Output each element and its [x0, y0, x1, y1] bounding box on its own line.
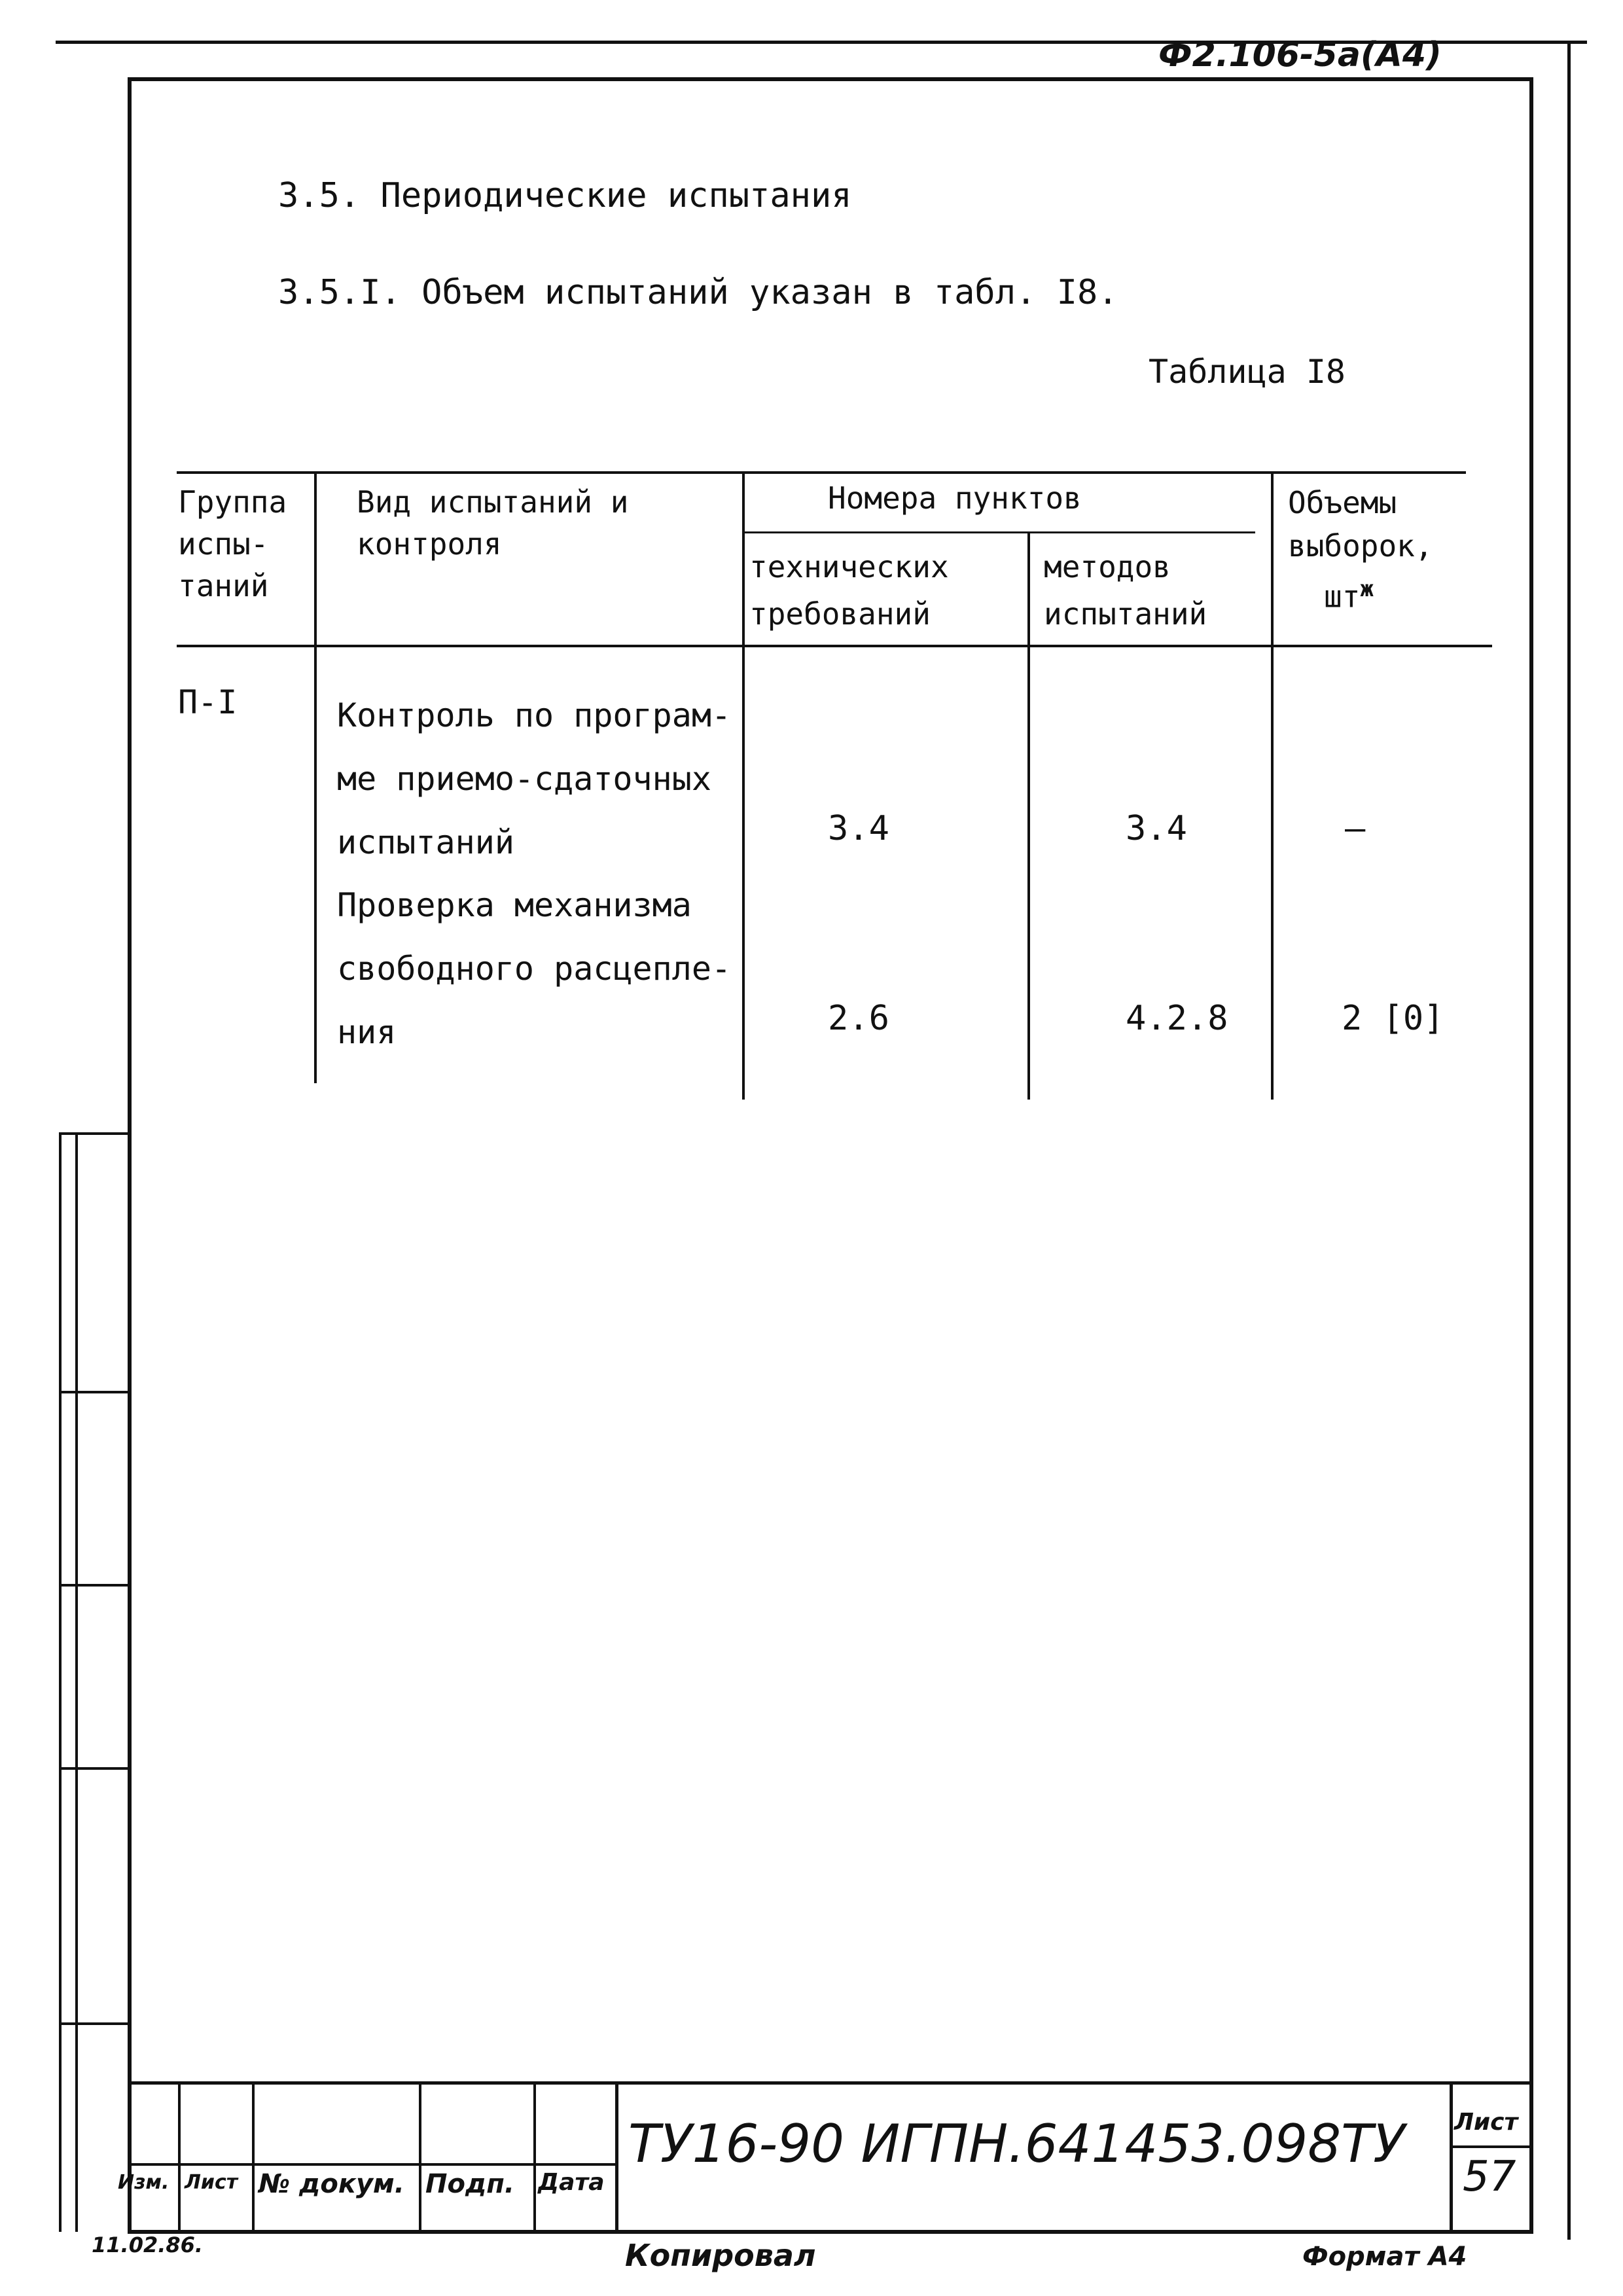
row-volume: 2 [0]	[1342, 999, 1444, 1038]
title-col-label: Лист	[185, 2171, 238, 2194]
col-rule	[314, 471, 317, 1083]
sheet-cell-rule	[1450, 2145, 1533, 2148]
header-group-line: испы-	[178, 526, 269, 562]
table-caption: Таблица I8	[1149, 353, 1346, 391]
strip-divider	[59, 1391, 128, 1393]
row-kind	[337, 874, 731, 1064]
title-block-col	[419, 2081, 421, 2234]
row-group: П-I	[178, 683, 238, 721]
points-sub-rule	[745, 531, 1255, 533]
row-volume: –	[1345, 809, 1366, 848]
title-block-mid	[128, 2163, 618, 2166]
header-methods-line: испытаний	[1044, 596, 1207, 632]
row-methods: 4.2.8	[1126, 999, 1228, 1038]
title-block-col	[178, 2081, 181, 2234]
date-note: 11.02.86.	[92, 2233, 204, 2257]
col-rule	[1271, 471, 1274, 1100]
header-tech-line: требований	[749, 596, 931, 632]
sheet-label: Лист	[1454, 2109, 1518, 2136]
header-group-line: таний	[178, 568, 269, 603]
row-methods: 3.4	[1126, 809, 1187, 848]
row-kind-line: Контроль по програм-	[337, 696, 732, 734]
title-block-col	[252, 2081, 255, 2234]
header-group-line: Группа	[178, 484, 287, 520]
header-volumes	[1288, 481, 1433, 618]
header-methods	[1044, 543, 1207, 637]
row-kind-line: ния	[337, 1013, 397, 1051]
header-volumes-line: Объемы	[1288, 485, 1397, 520]
document-designation: ТУ16-90 ИГПН.641453.098ТУ	[628, 2113, 1405, 2174]
left-strip-line	[75, 1132, 78, 2232]
header-volumes-line: выборок,	[1288, 528, 1433, 564]
header-volumes-unit: шт	[1324, 579, 1361, 615]
title-block-col	[533, 2081, 536, 2234]
copied-label: Копировал	[625, 2238, 816, 2273]
header-kind	[357, 481, 628, 565]
row-kind-line: Проверка механизма	[337, 886, 692, 924]
format-label: Формат А4	[1302, 2242, 1467, 2272]
table-header-rule	[177, 645, 1492, 647]
paragraph: 3.5.I. Объем испытаний указан в табл. I8.	[278, 273, 1118, 312]
form-code: Ф2.106-5а(А4)	[1158, 35, 1442, 75]
strip-divider	[59, 1132, 128, 1135]
strip-divider	[59, 2022, 128, 2025]
header-methods-line: методов	[1044, 549, 1171, 584]
left-strip-line-2	[59, 1132, 62, 2232]
col-rule	[742, 471, 745, 1100]
row-kind-line: испытаний	[337, 823, 514, 861]
col-rule	[1027, 531, 1030, 1100]
title-block-col	[615, 2081, 618, 2234]
title-block-top	[128, 2081, 1533, 2085]
row-tech: 3.4	[828, 809, 889, 848]
header-kind-line: Вид испытаний и	[357, 484, 629, 520]
header-points: Номера пунктов	[828, 480, 1082, 516]
title-col-label: Изм.	[118, 2171, 169, 2194]
title-col-label: Дата	[538, 2169, 605, 2196]
strip-divider	[59, 1767, 128, 1770]
row-kind-line: свободного расцепле-	[337, 950, 732, 988]
header-volumes-line	[1288, 567, 1433, 618]
row-kind-line: ме приемо-сдаточных	[337, 760, 711, 798]
header-group	[178, 481, 287, 607]
title-col-label: № докум.	[259, 2169, 404, 2199]
title-block-col	[1450, 2081, 1453, 2234]
right-rule	[1567, 41, 1571, 2240]
page-frame	[128, 77, 1533, 2234]
section-title: 3.5. Периодические испытания	[278, 176, 852, 215]
header-kind-line: контроля	[357, 526, 502, 562]
row-tech: 2.6	[828, 999, 889, 1038]
row-kind	[337, 684, 731, 874]
header-tech	[749, 543, 949, 637]
sheet-number: 57	[1463, 2153, 1516, 2201]
header-tech-line: технических	[749, 549, 949, 584]
strip-divider	[59, 1584, 128, 1587]
footnote-mark: ж	[1360, 576, 1374, 602]
title-col-label: Подп.	[425, 2169, 515, 2199]
